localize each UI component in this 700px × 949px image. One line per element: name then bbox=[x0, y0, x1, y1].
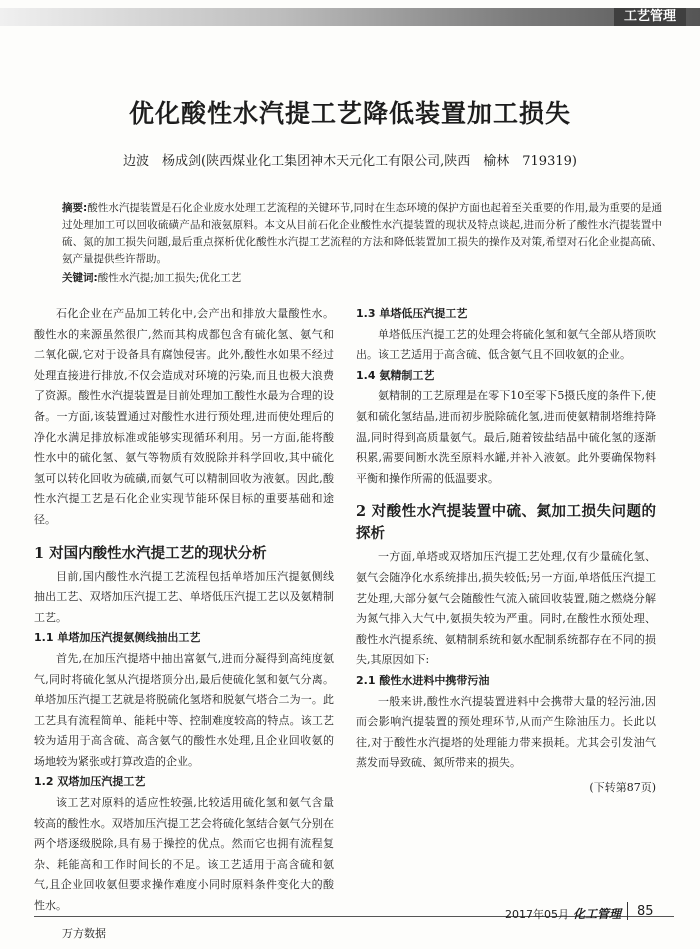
section-2-1-paragraph: 一般来讲,酸性水汽提装置进料中会携带大量的轻污油,因而会影响汽提装置的预处理环节,从而产生除油压力。长此以往,对于酸性水汽提塔的处理能力带来损耗。尤其会引发油气蒸发而导致硫、氮所带来的损失。 bbox=[356, 694, 656, 770]
intro-paragraph: 石化企业在产品加工转化中,会产出和排放大量酸性水。酸性水的来源虽然很广,然而其构成都包含有硫化氢、氨气和二氧化碳,它对于设备具有腐蚀侵害。此外,酸性水如果不经过处理直接进行排放,不仅会造成对环境的污染,而且也极大浪费了资源。酸性水汽提装置是目前处理加工酸性水最为合理的设备。一方面,该装置通过对酸性水进行预处理,进而使处理后的净化水满足排放标准或能够实现循环利用。另一方面,能将酸性水中的硫化氢、氨气等物质有效脱除并科学回收,其中硫化氢可以转化回收为硫磺,而氨气可以精制回收为液氨。因此,酸性水汽提工艺是石化企业实现节能环保目标的重要基础和途径。 bbox=[34, 307, 334, 526]
abstract bbox=[62, 200, 662, 268]
database-watermark: 万方数据 bbox=[62, 927, 106, 940]
journal-name: 化工管理 bbox=[573, 907, 622, 921]
abstract-label: 摘要: bbox=[62, 202, 88, 214]
footer-separator bbox=[627, 902, 628, 920]
section-2-paragraph: 一方面,单塔或双塔加压汽提工艺处理,仅有少量硫化氢、氨气会随净化水系统排出,损失较低;另一方面,单塔低压汽提工艺处理,大部分氨气会随酸性气流入硫回收装置,随之燃烧分解为氮气排入大气中,氨损失较为严重。同时,在酸性水预处理、酸性水汽提系统、氨精制系统和氨水配制系统都存在不同的损失,其原因如下: bbox=[356, 550, 656, 667]
section-1-3-heading: 1.3 单塔低压汽提工艺 bbox=[356, 307, 468, 320]
section-tag: 工艺管理 bbox=[614, 8, 686, 26]
keywords-text: 酸性水汽提;加工损失;优化工艺 bbox=[97, 272, 242, 284]
section-2-1-heading: 2.1 酸性水进料中携带污油 bbox=[356, 673, 490, 687]
section-1-heading: 1 对国内酸性水汽提工艺的现状分析 bbox=[34, 544, 267, 562]
keywords-label: 关键词: bbox=[62, 272, 98, 284]
article-title: 优化酸性水汽提工艺降低装置加工损失 bbox=[128, 99, 571, 128]
section-1-1-paragraph: 首先,在加压汽提塔中抽出富氨气,进而分凝得到高纯度氨气,同时将硫化氢从汽提塔顶分出,最后使硫化氢和氨气分离。单塔加压汽提工艺就是将脱硫化氢塔和脱氨气塔合二为一。此工艺具有流程简单、能耗中等、控制难度较高的特点。该工艺较为适用于高含硫、高含氨气的酸性水处理,且企业回收氨的场地较为紧张或打算改造的企业。 bbox=[34, 651, 334, 768]
keywords bbox=[62, 270, 662, 285]
section-2-heading: 2 对酸性水汽提装置中硫、氮加工损失问题的探析 bbox=[356, 503, 656, 543]
section-1-2-heading: 1.2 双塔加压汽提工艺 bbox=[34, 775, 146, 789]
left-column bbox=[34, 304, 334, 917]
header-bar bbox=[0, 8, 700, 26]
section-1-4-paragraph: 氨精制的工艺原理是在零下10至零下5摄氏度的条件下,使氨和硫化氢结晶,进而初步脱除硫化氢,进而使氨精制塔维持降温,同时得到高质量氨气。最后,随着铵盐结晶中硫化氢的逐渐积累,需要间断水洗至原料水罐,并补入液氨。此外要确保物料平衡和操作所需的低温要求。 bbox=[356, 389, 656, 485]
section-1-4-heading: 1.4 氨精制工艺 bbox=[356, 368, 435, 382]
continued-note: (下转第87页) bbox=[589, 780, 656, 794]
section-1-3-paragraph: 单塔低压汽提工艺的处理会将硫化氢和氨气全部从塔顶吹出。该工艺适用于高含硫、低含氨气且不回收氨的企业。 bbox=[356, 327, 656, 362]
section-1-paragraph: 目前,国内酸性水汽提工艺流程包括单塔加压汽提氨侧线抽出工艺、双塔加压汽提工艺、单塔低压汽提工艺以及氨精制工艺。 bbox=[34, 569, 334, 624]
section-1-1-heading: 1.1 单塔加压汽提氨侧线抽出工艺 bbox=[34, 631, 201, 645]
right-column bbox=[356, 304, 656, 798]
issue-date: 2017年05月 bbox=[505, 908, 569, 921]
author-line: 边波 杨成剑(陕西煤业化工集团神木天元化工有限公司,陕西 榆林 719319) bbox=[123, 154, 577, 169]
abstract-text: 酸性水汽提装置是石化企业废水处理工艺流程的关键环节,同时在生态环境的保护方面也起着至关重要的作用,最为重要的是通过处理加工可以回收硫磺产品和液氨原料。本文从目前石化企业酸性水汽提装置的现状及特点谈起,进而分析了酸性水汽提装置中硫、氮的加工损失问题,最后重点探析优化酸性水汽提工艺流程的方法和降低装置加工损失的操作及对策,希望对石化企业提高硫、氨产量提供些许帮助。 bbox=[62, 202, 662, 265]
section-1-2-paragraph: 该工艺对原料的适应性较强,比较适用硫化氢和氨气含量较高的酸性水。双塔加压汽提工艺会将硫化氢结合氨气分别在两个塔逐级脱除,具有易于操控的优点。然而它也拥有流程复杂、耗能高和工作时间长的不足。该工艺适用于高含硫和氨气,且企业回收氨但要求操作难度小同时原料条件变化大的酸性水。 bbox=[34, 796, 334, 913]
page-number: 85 bbox=[637, 904, 654, 919]
